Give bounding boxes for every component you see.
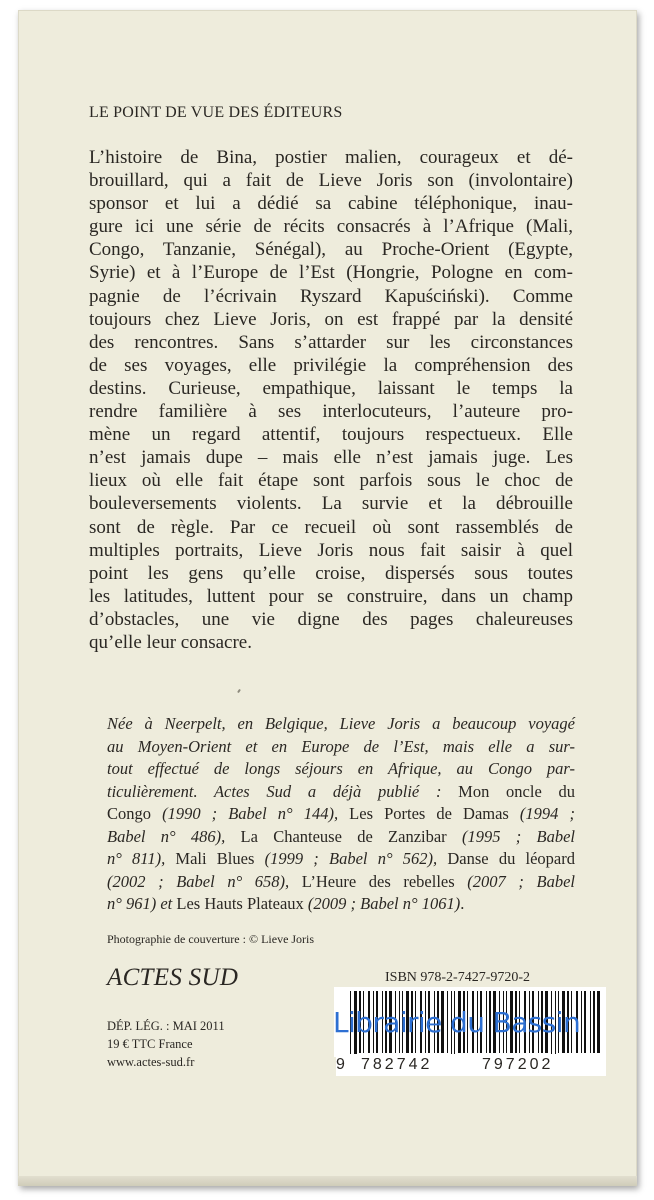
bio-line: Congo (1990 ; Babel n° 144), Les Portes de Damas (1994 ; bbox=[107, 804, 575, 823]
bio-line: Babel n° 486), La Chanteuse de Zanzibar (1995 ; Babel bbox=[107, 826, 575, 846]
description-line: Congo, Tanzanie, Sénégal), au Proche-Orient (Egypte, bbox=[89, 239, 573, 261]
barcode-bar bbox=[584, 991, 586, 1053]
description-line: multiples portraits, Lieve Joris nous fait saisir à quel bbox=[89, 539, 573, 561]
description-text bbox=[89, 146, 573, 654]
description-line: sont de règle. Par ce recueil où sont rassemblés de bbox=[89, 516, 573, 538]
description-line: lieux où elle fait étape sont parfois sous le choc de bbox=[89, 470, 573, 492]
barcode-digits-right: 797202 bbox=[482, 1056, 554, 1073]
description-line: de ses voyages, elle privilégie la compréhension des bbox=[89, 354, 573, 376]
description-line: d’obstacles, une vie digne des pages chaleureuses bbox=[89, 608, 573, 630]
description-line: toujours chez Lieve Joris, on est frappé par la densité bbox=[89, 308, 573, 330]
description-line: Syrie) et à l’Europe de l’Est (Hongrie, Pologne en com- bbox=[89, 262, 573, 284]
barcode-bar bbox=[597, 991, 600, 1053]
bio-line: au Moyen-Orient et en Europe de l’Est, mais elle a sur- bbox=[107, 736, 575, 756]
barcode-bar bbox=[590, 991, 591, 1053]
isbn: ISBN 978-2-7427-9720-2 bbox=[385, 970, 531, 985]
description-line: L’histoire de Bina, postier malien, courageux et dé- bbox=[89, 147, 573, 168]
watermark-text: Librairie du Bassin bbox=[333, 1006, 581, 1039]
barcode-digits bbox=[336, 1054, 606, 1076]
description-line: destins. Curieuse, empathique, laissant le temps la bbox=[89, 377, 573, 399]
price: 19 € TTC France bbox=[107, 1037, 193, 1051]
description-line: les latitudes, luttent pour se construire, dans un champ bbox=[89, 585, 573, 607]
legal-deposit: DÉP. LÉG. : MAI 2011 bbox=[107, 1019, 225, 1033]
description-line: bouleversements violents. La survie et la débrouille bbox=[89, 493, 573, 515]
website: www.actes-sud.fr bbox=[107, 1055, 195, 1069]
bio-line: (2002 ; Babel n° 658), L’Heure des rebelles (2007 ; Babel bbox=[107, 871, 575, 891]
description-line: mène un regard attentif, toujours respectueux. Elle bbox=[89, 424, 573, 446]
bio-line: n° 811), Mali Blues (1999 ; Babel n° 562), Danse du léopard bbox=[107, 849, 576, 868]
description-line: pagnie de l’écrivain Ryszard Kapuściński). Comme bbox=[89, 285, 573, 307]
photo-credit: Photographie de couverture : © Lieve Joris bbox=[107, 932, 315, 946]
description-line: point les gens qu’elle croise, dispersés sous toutes bbox=[89, 562, 573, 584]
description-line: n’est jamais dupe – mais elle n’est jamais juge. Les bbox=[89, 447, 573, 469]
bio-line: ticulièrement. Actes Sud a déjà publié : Mon oncle du bbox=[107, 781, 575, 801]
bio-line: tout effectué de longs séjours en Afrique, au Congo par- bbox=[107, 759, 575, 778]
author-bio bbox=[107, 713, 575, 916]
description-line: qu’elle leur consacre. bbox=[89, 631, 252, 653]
description-line: gure ici une série de récits consacrés à l’Afrique (Mali, bbox=[89, 216, 573, 238]
bio-line: n° 961) et Les Hauts Plateaux (2009 ; Babel n° 1061). bbox=[107, 894, 465, 913]
legal-info bbox=[107, 1017, 225, 1071]
description-line: rendre familière à ses interlocuteurs, l’auteure pro- bbox=[89, 401, 573, 423]
publisher-logo: ACTES SUD bbox=[107, 964, 239, 991]
description-line: sponsor et lui a dédié sa cabine téléphonique, inau- bbox=[89, 193, 573, 215]
bio-line: Née à Neerpelt, en Belgique, Lieve Joris a beaucoup voyagé bbox=[107, 714, 575, 733]
description-line: brouillard, qui a fait de Lieve Joris son (involontaire) bbox=[89, 170, 573, 192]
section-heading: LE POINT DE VUE DES ÉDITEURS bbox=[89, 104, 343, 121]
barcode-digit-first: 9 bbox=[336, 1056, 345, 1073]
barcode-digits-left: 782742 bbox=[361, 1056, 433, 1073]
barcode-bar bbox=[581, 991, 582, 1053]
description-line: des rencontres. Sans s’attarder sur les circonstances bbox=[89, 331, 573, 353]
barcode-bar bbox=[593, 991, 595, 1053]
